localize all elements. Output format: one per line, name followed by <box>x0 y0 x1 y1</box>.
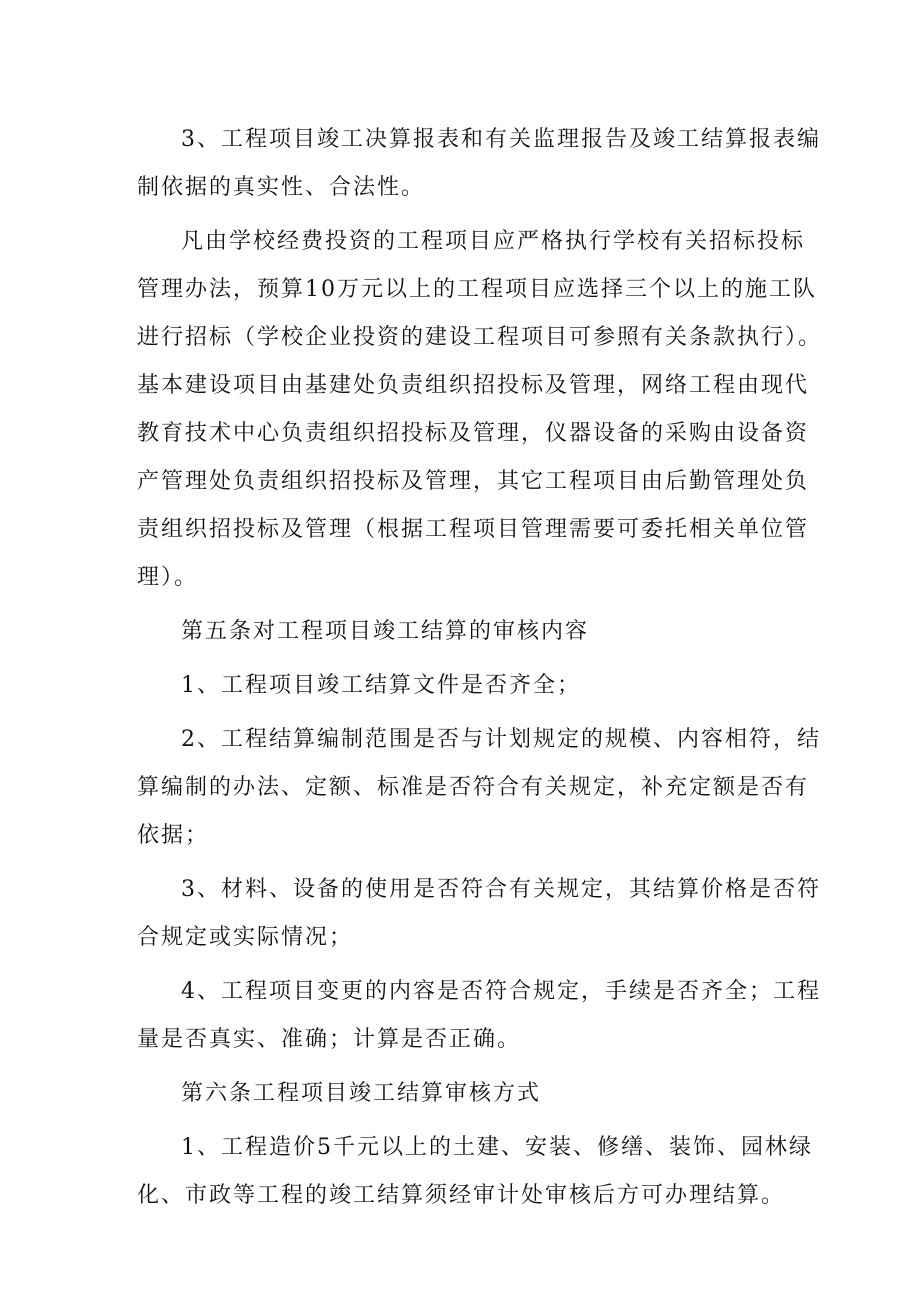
list-item: 4、工程项目变更的内容是否符合规定，手续是否齐全；工程 <box>181 979 821 1004</box>
paragraph-line: 制依据的真实性、合法性。 <box>137 175 426 200</box>
list-item: 3、材料、设备的使用是否符合有关规定，其结算价格是否符 <box>181 877 821 902</box>
paragraph-line: 理）。 <box>137 565 199 590</box>
paragraph-line: 责组织招投标及管理（根据工程项目管理需要可委托相关单位管 <box>137 517 810 542</box>
paragraph-line: 算编制的办法、定额、标准是否符合有关规定，补充定额是否有 <box>137 775 810 800</box>
section-heading: 第五条对工程项目竣工结算的审核内容 <box>181 619 590 644</box>
section-heading: 第六条工程项目竣工结算审核方式 <box>181 1081 542 1106</box>
list-item: 2、工程结算编制范围是否与计划规定的规模、内容相符，结 <box>181 727 821 752</box>
paragraph-line: 进行招标（学校企业投资的建设工程项目可参照有关条款执行）。 <box>137 325 823 350</box>
paragraph-line: 管理办法，预算10万元以上的工程项目应选择三个以上的施工队 <box>137 277 817 302</box>
paragraph-line: 产管理处负责组织招投标及管理，其它工程项目由后勤管理处负 <box>137 469 810 494</box>
paragraph-line: 依据； <box>137 823 210 848</box>
paragraph-line: 量是否真实、准确；计算是否正确。 <box>137 1027 522 1052</box>
list-item: 1、工程造价5千元以上的土建、安装、修缮、装饰、园林绿 <box>181 1135 813 1160</box>
paragraph-line: 基本建设项目由基建处负责组织招投标及管理，网络工程由现代 <box>137 373 810 398</box>
paragraph-line: 3、工程项目竣工决算报表和有关监理报告及竣工结算报表编 <box>181 127 821 152</box>
document-page <box>137 116 823 1220</box>
paragraph-line: 合规定或实际情况； <box>137 925 354 950</box>
paragraph-line: 凡由学校经费投资的工程项目应严格执行学校有关招标投标 <box>181 229 806 254</box>
paragraph-line: 教育技术中心负责组织招投标及管理，仪器设备的采购由设备资 <box>137 421 810 446</box>
paragraph-line: 化、市政等工程的竣工结算须经审计处审核后方可办理结算。 <box>137 1183 786 1208</box>
list-item: 1、工程项目竣工结算文件是否齐全； <box>181 673 581 698</box>
